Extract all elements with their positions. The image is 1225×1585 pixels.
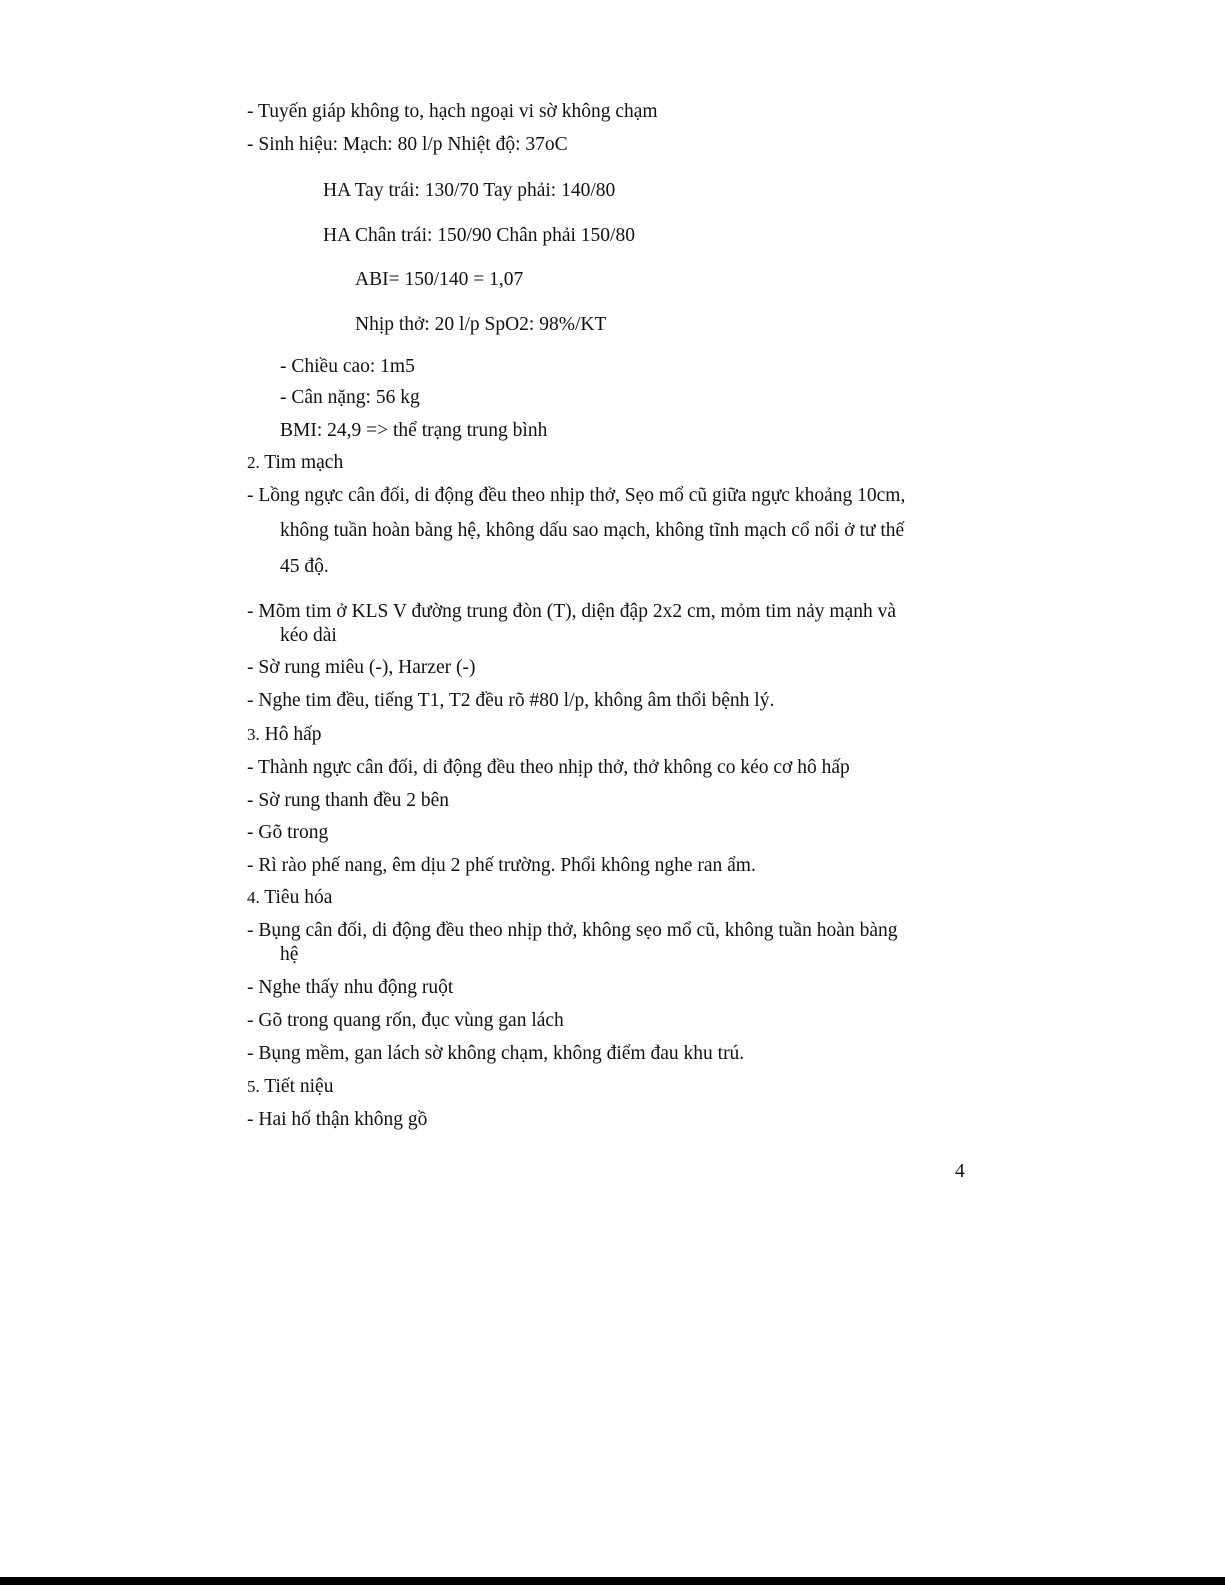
section-title: Tiết niệu	[264, 1076, 334, 1097]
section-heading	[247, 723, 322, 747]
section-heading	[247, 886, 332, 910]
text-line: - Thành ngực cân đối, di động đều theo nhịp thở, thở không co kéo cơ hô hấp	[247, 757, 850, 778]
text-line: - Chiều cao: 1m5	[280, 356, 415, 377]
text-line: - Mõm tim ở KLS V đường trung đòn (T), diện đập 2x2 cm, mỏm tim nảy mạnh và	[247, 601, 896, 622]
section-number: 2.	[247, 453, 260, 472]
text-line: HA Chân trái: 150/90 Chân phải 150/80	[323, 225, 635, 246]
text-line: - Cân nặng: 56 kg	[280, 387, 420, 408]
section-number: 5.	[247, 1077, 260, 1096]
text-line: - Bụng cân đối, di động đều theo nhịp thở, không sẹo mổ cũ, không tuần hoàn bàng	[247, 920, 898, 941]
section-title: Hô hấp	[264, 724, 322, 745]
section-heading	[247, 451, 343, 475]
text-line: - Gõ trong quang rốn, đục vùng gan lách	[247, 1010, 564, 1031]
text-line: - Hai hố thận không gồ	[247, 1109, 428, 1130]
text-line: Nhịp thở: 20 l/p SpO2: 98%/KT	[355, 314, 607, 335]
text-line: - Gõ trong	[247, 822, 329, 843]
text-line: không tuần hoàn bàng hệ, không dấu sao mạch, không tĩnh mạch cổ nổi ở tư thế	[280, 520, 905, 541]
text-line: 45 độ.	[280, 556, 329, 577]
bottom-border	[0, 1577, 1225, 1585]
text-line: - Rì rào phế nang, êm dịu 2 phế trường. Phổi không nghe ran ẩm.	[247, 855, 756, 876]
text-line: - Nghe thấy nhu động ruột	[247, 977, 454, 998]
text-line: - Sinh hiệu: Mạch: 80 l/p Nhiệt độ: 37oC	[247, 134, 568, 155]
section-number: 4.	[247, 888, 260, 907]
page-number: 4	[955, 1161, 965, 1182]
section-title: Tim mạch	[264, 452, 344, 473]
section-title: Tiêu hóa	[264, 887, 333, 908]
section-heading	[247, 1075, 333, 1099]
section-number: 3.	[247, 725, 260, 744]
text-line: ABI= 150/140 = 1,07	[355, 269, 524, 290]
text-line: - Bụng mềm, gan lách sờ không chạm, không điểm đau khu trú.	[247, 1043, 745, 1064]
text-line: kéo dài	[280, 625, 337, 646]
text-line: BMI: 24,9 => thể trạng trung bình	[280, 420, 548, 441]
text-line: hệ	[280, 944, 299, 965]
text-line: - Lồng ngực cân đối, di động đều theo nhịp thở, Sẹo mổ cũ giữa ngực khoảng 10cm,	[247, 485, 906, 506]
text-line: - Tuyến giáp không to, hạch ngoại vi sờ không chạm	[247, 101, 658, 122]
text-line: - Sờ rung thanh đều 2 bên	[247, 790, 450, 811]
text-line: - Sờ rung miêu (-), Harzer (-)	[247, 657, 476, 678]
text-line: HA Tay trái: 130/70 Tay phải: 140/80	[323, 180, 616, 201]
text-line: - Nghe tim đều, tiếng T1, T2 đều rõ #80 l/p, không âm thổi bệnh lý.	[247, 690, 775, 711]
